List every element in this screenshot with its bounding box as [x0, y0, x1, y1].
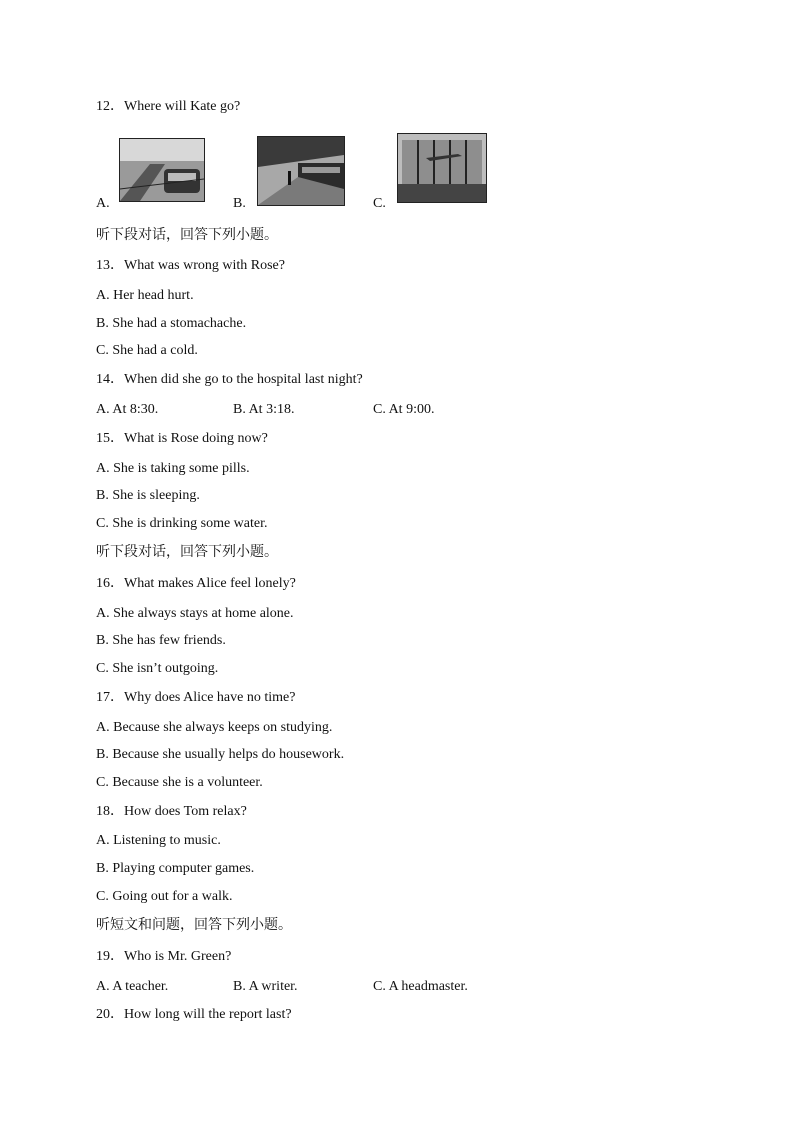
option-label: A.: [96, 196, 110, 211]
option-15-a[interactable]: A. She is taking some pills.: [96, 461, 250, 476]
question-12: 12．Where will Kate go?: [96, 99, 241, 114]
section-instruction: 听下段对话，回答下列小题。: [96, 227, 278, 243]
option-label: C.: [373, 196, 386, 211]
option-18-a[interactable]: A. Listening to music.: [96, 833, 221, 848]
options-row-14: [96, 401, 616, 419]
option-16-a[interactable]: A. She always stays at home alone.: [96, 606, 294, 621]
option-12-b[interactable]: [233, 133, 353, 213]
section-instruction: 听下段对话，回答下列小题。: [96, 544, 278, 560]
option-18-b[interactable]: B. Playing computer games.: [96, 861, 255, 876]
train-platform-icon: [257, 136, 345, 206]
option-18-c[interactable]: C. Going out for a walk.: [96, 889, 233, 904]
option-19-c[interactable]: C. A headmaster.: [373, 979, 468, 994]
section-instruction: 听短文和问题，回答下列小题。: [96, 917, 292, 933]
question-13: 13．What was wrong with Rose?: [96, 258, 285, 273]
question-14: 14．When did she go to the hospital last night?: [96, 372, 363, 387]
options-row-19: [96, 978, 616, 996]
option-16-b[interactable]: B. She has few friends.: [96, 633, 226, 648]
question-19: 19．Who is Mr. Green?: [96, 949, 232, 964]
option-17-c[interactable]: C. Because she is a volunteer.: [96, 775, 263, 790]
option-17-a[interactable]: A. Because she always keeps on studying.: [96, 720, 333, 735]
option-15-b[interactable]: B. She is sleeping.: [96, 488, 200, 503]
option-13-c[interactable]: C. She had a cold.: [96, 343, 198, 358]
option-14-c[interactable]: C. At 9:00.: [373, 402, 435, 417]
option-16-c[interactable]: C. She isn’t outgoing.: [96, 661, 219, 676]
question-15: 15．What is Rose doing now?: [96, 431, 268, 446]
option-13-b[interactable]: B. She had a stomachache.: [96, 316, 247, 331]
question-18: 18．How does Tom relax?: [96, 804, 247, 819]
option-14-b[interactable]: B. At 3:18.: [233, 402, 295, 417]
airport-window-icon: [397, 133, 487, 203]
option-13-a[interactable]: A. Her head hurt.: [96, 288, 194, 303]
option-19-b[interactable]: B. A writer.: [233, 979, 298, 994]
option-14-a[interactable]: A. At 8:30.: [96, 402, 159, 417]
train-icon: [119, 138, 205, 202]
option-15-c[interactable]: C. She is drinking some water.: [96, 516, 268, 531]
question-17: 17．Why does Alice have no time?: [96, 690, 296, 705]
option-12-c[interactable]: [373, 133, 493, 213]
option-12-a[interactable]: [96, 133, 216, 213]
question-20: 20．How long will the report last?: [96, 1007, 292, 1022]
option-19-a[interactable]: A. A teacher.: [96, 979, 169, 994]
option-label: B.: [233, 196, 246, 211]
option-17-b[interactable]: B. Because she usually helps do housework.: [96, 747, 345, 762]
question-16: 16．What makes Alice feel lonely?: [96, 576, 296, 591]
